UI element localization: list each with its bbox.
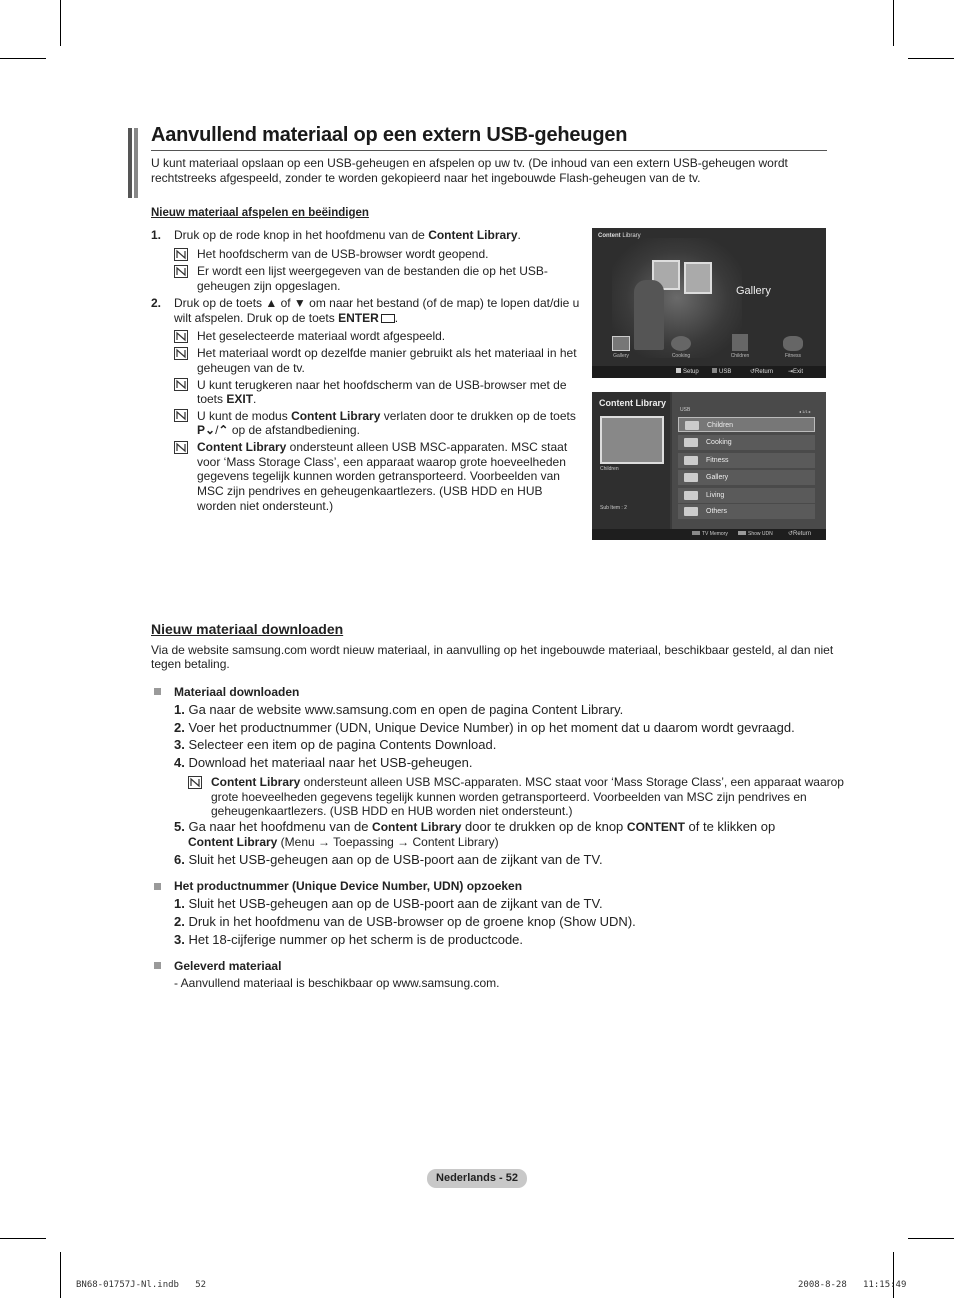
- list-item[interactable]: Cooking: [678, 435, 815, 450]
- enter-icon: [381, 314, 395, 323]
- note-icon: [174, 409, 188, 422]
- page-title: Aanvullend materiaal op een extern USB-geheugen: [151, 124, 628, 146]
- channel-up-icon: ⌃: [218, 423, 229, 437]
- note-icon: [174, 441, 188, 454]
- gallery-label: Gallery: [736, 285, 771, 297]
- note-icon: [174, 347, 188, 360]
- list-item[interactable]: Fitness: [678, 453, 815, 468]
- content-library-main-screen: [592, 228, 826, 378]
- show-udn-button[interactable]: Show UDN: [738, 531, 773, 537]
- exit-button[interactable]: ⇥Exit: [788, 369, 804, 375]
- usb-label: USB: [680, 407, 691, 413]
- list-item: 1. Ga naar de website www.samsung.com en open de pagina Content Library.: [174, 702, 624, 717]
- channel-down-icon: ⌄: [205, 423, 216, 437]
- bullet-square: [154, 962, 161, 969]
- download-intro-b: tegen betaling.: [151, 657, 230, 671]
- note-6b: P⌄/⌃ op de afstandbediening.: [197, 423, 360, 437]
- list-item[interactable]: Gallery: [678, 470, 815, 485]
- crop-mark: [908, 58, 954, 59]
- note-icon: [174, 378, 188, 391]
- page-indicator: ◂ 1/1 ▸: [799, 409, 811, 414]
- section-heading-play: Nieuw materiaal afspelen en beëindigen: [151, 207, 369, 219]
- list-item[interactable]: Others: [678, 504, 815, 519]
- exit-icon: ⇥: [788, 369, 794, 375]
- crop-mark: [0, 1238, 46, 1239]
- list-item: 6. Sluit het USB-geheugen aan op de USB-poort aan de zijkant van de TV.: [174, 852, 603, 867]
- screen1-header: Content Library: [598, 233, 641, 239]
- block-heading: Materiaal downloaden: [174, 685, 300, 699]
- list-item: 5. Ga naar het hoofdmenu van de Content Library door te drukken op de knop CONTENT of te klikken op: [174, 819, 776, 834]
- list-item[interactable]: Living: [678, 488, 815, 503]
- folder-icon: [684, 456, 698, 465]
- crop-mark: [60, 1252, 61, 1298]
- folder-icon: [684, 507, 698, 516]
- note-7c: gegevens tegelijk kunnen worden getransporteerd. Voorbeelden van: [197, 469, 560, 483]
- list-item: 3. Selecteer een item op de pagina Contents Download.: [174, 737, 497, 752]
- cooking-menu-icon[interactable]: Cooking: [666, 336, 696, 359]
- download-note-c: geheugenkaartlezers. (USB HDD en HUB worden niet ondersteunt.): [211, 804, 573, 818]
- picture-frame: [684, 262, 712, 294]
- note-icon: [174, 265, 188, 278]
- tv-memory-button[interactable]: TV Memory: [692, 531, 728, 537]
- note-2b: geheugen zijn opgeslagen.: [197, 279, 341, 293]
- list-item: 3. Het 18-cijferige nummer op het scherm is de productcode.: [174, 932, 524, 947]
- children-menu-icon[interactable]: Children: [725, 334, 755, 359]
- note-4b: geheugen van de tv.: [197, 361, 305, 375]
- crop-mark: [0, 58, 46, 59]
- crop-mark: [893, 1252, 894, 1298]
- section-heading-download: Nieuw materiaal downloaden: [151, 621, 344, 637]
- list-item-cont: Content Library (Menu → Toepassing → Content Library): [188, 835, 499, 849]
- block-heading: Het productnummer (Unique Device Number, UDN) opzoeken: [174, 879, 523, 893]
- folder-icon: [684, 473, 698, 482]
- print-date-info: 2008-8-28 11:15:49: [798, 1280, 907, 1290]
- note-icon: [174, 330, 188, 343]
- title-accent-bar: [128, 128, 140, 198]
- list-item: 1. Sluit het USB-geheugen aan op de USB-poort aan de zijkant van de TV.: [174, 896, 603, 911]
- note-7a: Content Library ondersteunt alleen USB MSC-apparaten. MSC staat: [197, 440, 568, 454]
- usb-browser-screen: [592, 392, 826, 540]
- list-item: 2. Druk in het hoofdmenu van de USB-browser op de groene knop (Show UDN).: [174, 914, 636, 929]
- note-icon: [174, 248, 188, 261]
- return-button[interactable]: ↺Return: [750, 369, 774, 375]
- list-item: 4. Download het materiaal naar het USB-geheugen.: [174, 755, 473, 770]
- list-item[interactable]: Children: [678, 417, 815, 432]
- note-1: Het hoofdscherm van de USB-browser wordt geopend.: [197, 247, 489, 261]
- folder-thumbnail: [600, 416, 664, 464]
- supplied-material-text: - Aanvullend materiaal is beschikbaar op www.samsung.com.: [174, 976, 500, 990]
- note-6a: U kunt de modus Content Library verlaten door te drukken op de toets: [197, 409, 576, 423]
- gallery-menu-icon[interactable]: Gallery: [610, 336, 632, 359]
- return-icon: ↺: [750, 369, 756, 375]
- download-note-b: grote hoeveelheden gegevens tegelijk kunnen worden getransporteerd. Voorbeelden van MSC zijn pendrives en: [211, 790, 807, 804]
- page-number-badge: Nederlands - 52: [427, 1169, 527, 1188]
- folder-icon: [685, 421, 699, 430]
- thumbnail-label: Children: [600, 466, 619, 472]
- note-7e: worden niet ondersteunt.): [197, 499, 334, 513]
- screen2-header: Content Library: [599, 398, 667, 408]
- return-button[interactable]: ↺Return: [788, 531, 812, 537]
- download-intro-a: Via de website samsung.com wordt nieuw materiaal, in aanvulling op het ingebouwde materiaal, beschikbaar gesteld, al dan niet: [151, 643, 834, 657]
- return-icon: ↺: [788, 531, 794, 537]
- crop-mark: [893, 0, 894, 46]
- setup-button[interactable]: Setup: [676, 368, 699, 375]
- folder-icon: [684, 491, 698, 500]
- fitness-menu-icon[interactable]: Fitness: [778, 336, 808, 359]
- folder-icon: [684, 438, 698, 447]
- intro-text: U kunt materiaal opslaan op een USB-geheugen en afspelen op uw tv. (De inhoud van een extern USB-geheugen wordt rechtstreeks afgespeeld, zonder te worden gekopieerd naar het ingebouwde Flash-geheugen van de tv.: [151, 156, 788, 185]
- bullet-square: [154, 883, 161, 890]
- sub-item-count: Sub Item : 2: [600, 505, 627, 511]
- usb-button[interactable]: USB: [712, 368, 731, 375]
- download-note-a: Content Library ondersteunt alleen USB MSC-apparaten. MSC staat voor ‘Mass Storage Class’, een apparaat waarop: [211, 775, 844, 789]
- note-5b: toets EXIT.: [197, 392, 257, 406]
- note-icon: [188, 776, 202, 789]
- note-7b: voor ‘Mass Storage Class’, een apparaat waarop grote hoeveelheden: [197, 455, 566, 469]
- note-3: Het geselecteerde materiaal wordt afgespeeld.: [197, 329, 446, 343]
- block-heading: Geleverd materiaal: [174, 959, 282, 973]
- print-file-info: BN68-01757J-Nl.indb 52: [76, 1280, 207, 1290]
- bullet-square: [154, 688, 161, 695]
- note-7d: MSC zijn pendrives en geheugenkaartlezers. (USB HDD en HUB: [197, 484, 543, 498]
- note-4a: Het materiaal wordt op dezelfde manier gebruikt als het materiaal in het: [197, 346, 577, 360]
- chair-image: [634, 280, 664, 350]
- note-2a: Er wordt een lijst weergegeven van de bestanden die op het USB-: [197, 264, 548, 278]
- crop-mark: [908, 1238, 954, 1239]
- list-item: 2. Voer het productnummer (UDN, Unique Device Number) in op het moment dat u daarom wordt gevraagd.: [174, 720, 795, 735]
- note-5a: U kunt terugkeren naar het hoofdscherm van de USB-browser met de: [197, 378, 567, 392]
- crop-mark: [60, 0, 61, 46]
- title-rule: [151, 150, 827, 151]
